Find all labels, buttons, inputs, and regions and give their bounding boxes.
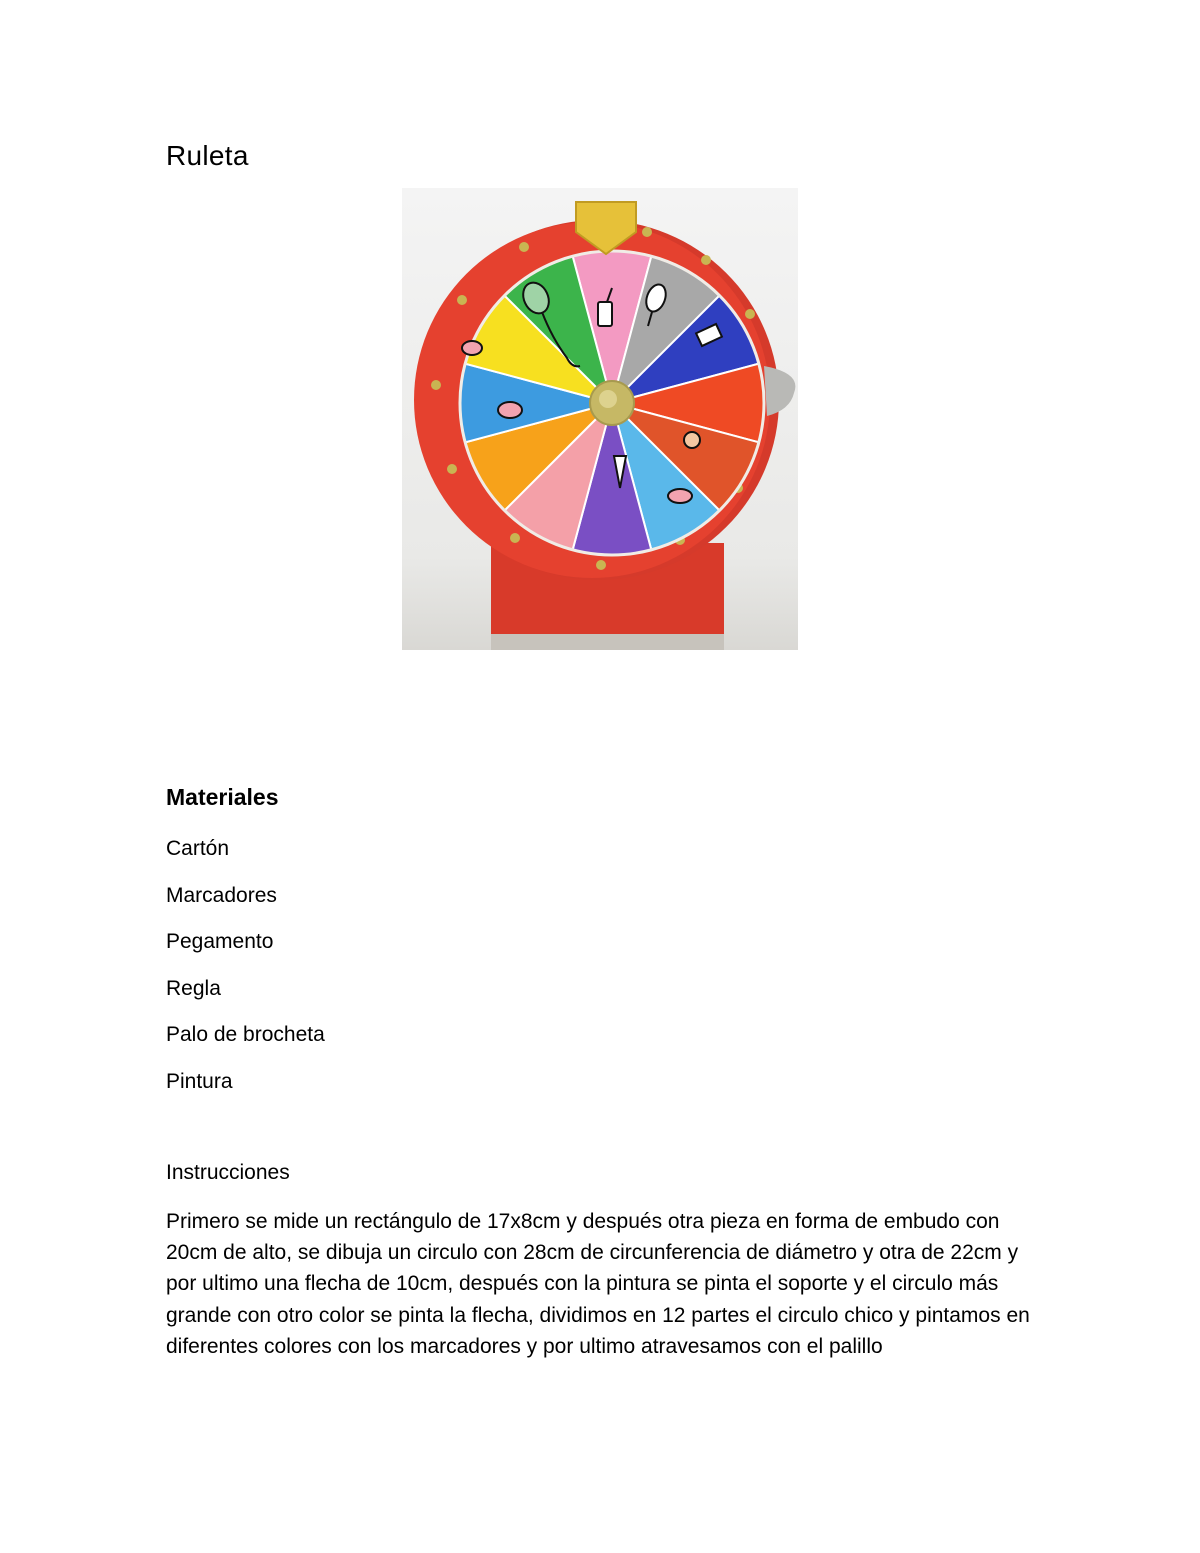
page-title: Ruleta: [166, 140, 249, 171]
material-item: Pintura: [166, 1069, 233, 1093]
material-item: Regla: [166, 976, 221, 1000]
instructions-heading: Instrucciones: [166, 1161, 290, 1184]
material-item: Cartón: [166, 837, 230, 860]
material-item: Pegamento: [166, 930, 274, 954]
materials-list: [166, 836, 325, 1116]
material-item: Marcadores: [166, 883, 277, 907]
instructions-text: Primero se mide un rectángulo de 17x8cm y después otra pieza en forma de embudo con 20cm de alto, se dibuja un circulo con 28cm de circunferencia de diámetro y otra de 22cm y por ultimo una flecha de 10cm, después con la pintura se pinta el soporte y el circulo más grande con otro color se pinta la flecha, dividimos en 12 partes el circulo chico y pintamos en diferentes colores con los marcadores y por ultimo atravesamos con el palillo: [166, 1210, 1030, 1358]
roulette-photo: [402, 188, 798, 650]
materials-heading: Materiales: [166, 784, 279, 810]
material-item: Palo de brocheta: [166, 1023, 325, 1047]
